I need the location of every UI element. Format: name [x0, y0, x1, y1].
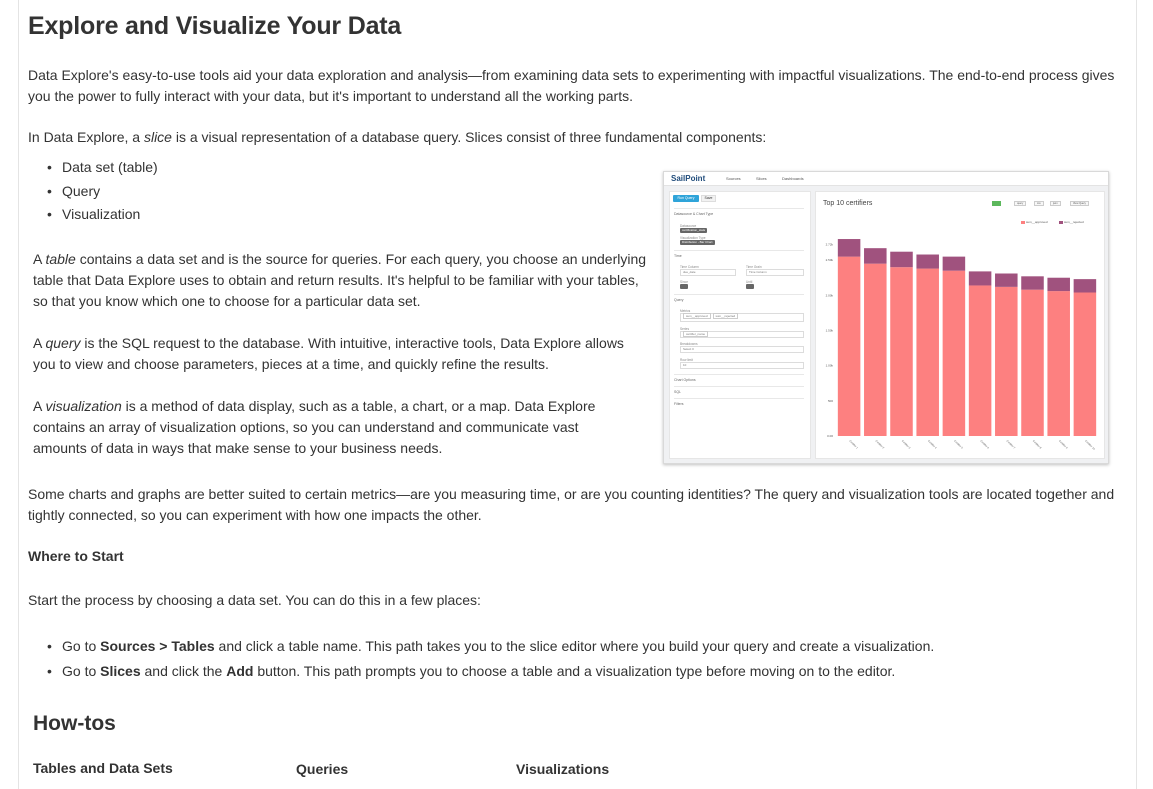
series-label: Series — [680, 327, 690, 331]
toolbar-view-query-button: View Query — [1070, 201, 1089, 206]
text-fragment: is a method of data display, such as a table, a chart, or a map. Data Explore contains an array of visualization options, so you can understand and communicate vast amounts of data in ways that make sense to your business needs. — [33, 398, 596, 456]
chart-panel — [815, 191, 1105, 459]
metric-tag: sum__approved — [683, 313, 711, 319]
section-chart-options: Chart Options — [674, 378, 696, 382]
text-fragment: In Data Explore, a — [28, 129, 144, 145]
x-tick-label: Certifier 7 — [1005, 439, 1016, 450]
list-item: • Visualization — [28, 203, 158, 227]
bar-rejected — [864, 248, 887, 263]
x-tick-label: Certifier 2 — [874, 439, 885, 450]
datasource-label: Datasource — [680, 224, 697, 228]
visualization-paragraph — [33, 396, 633, 459]
bar-approved — [969, 285, 992, 436]
since-chip — [680, 284, 688, 289]
list-item: • Data set (table) — [28, 156, 158, 180]
text-fragment: A — [33, 251, 46, 267]
bar-approved — [890, 267, 913, 436]
term-visualization: visualization — [45, 398, 122, 414]
x-tick-label: Certifier 1 — [848, 439, 859, 450]
slices-path: Slices — [100, 663, 141, 679]
column-heading-visualizations[interactable]: Visualizations — [516, 761, 610, 777]
divider — [674, 250, 804, 251]
series-field — [680, 331, 804, 338]
series-tag: certifier_name — [683, 331, 708, 337]
nav-slices: Slices — [756, 176, 767, 181]
time-column-field: due_date — [680, 269, 736, 276]
x-tick-label: Certifier 10 — [1084, 439, 1096, 451]
nav-sources: Sources — [726, 176, 741, 181]
components-list — [28, 156, 158, 227]
text-fragment: button. This path prompts you to choose a table and a visualization type before moving on to the editor. — [253, 663, 896, 679]
time-grain-label: Time Grain — [746, 265, 762, 269]
start-options-list — [28, 634, 934, 684]
frame-border-left — [18, 0, 19, 789]
text-fragment: Go to — [62, 638, 101, 654]
y-tick-label: 0.00 — [827, 434, 833, 438]
list-item — [28, 634, 934, 659]
bar-rejected — [1074, 279, 1097, 292]
metrics-field — [680, 313, 804, 322]
text-fragment: Go to — [62, 663, 101, 679]
data-explore-screenshot — [663, 171, 1109, 464]
list-item — [28, 659, 934, 684]
bar-approved — [995, 287, 1018, 436]
query-paragraph — [33, 333, 643, 375]
text-fragment: is a visual representation of a database query. Slices consist of three fundamental components: — [171, 129, 767, 145]
text-fragment: is the SQL request to the database. With intuitive, interactive tools, Data Explore allows you to view and choose parameters, pieces at a time, and quickly refine the results. — [33, 335, 624, 372]
save-button: Save — [701, 195, 716, 202]
bar-rejected — [969, 271, 992, 285]
bar-approved — [864, 264, 887, 436]
section-sql: SQL — [674, 390, 682, 394]
sources-tables-path: Sources > Tables — [100, 638, 215, 654]
bar-rejected — [890, 252, 913, 267]
bar-rejected — [916, 255, 939, 269]
until-label: Until — [746, 280, 753, 284]
where-to-start-heading: Where to Start — [28, 548, 124, 564]
text-fragment: contains a data set and is the source for queries. For each query, you choose an underlying table that Data Explore uses to obtain and return results. It's helpful to be familiar with your tables, so that you know which one to choose for a particular data set. — [33, 251, 647, 309]
intro-paragraph: Data Explore's easy-to-use tools aid your data exploration and analysis—from examining data sets to experimenting with impactful visualizations. The end-to-end process gives you the power to fully interact with your data, but it's important to understand all the working parts. — [28, 67, 1115, 104]
bar-approved — [838, 257, 861, 436]
bar-chart — [816, 192, 1106, 460]
metrics-label: Metrics — [680, 309, 691, 313]
bar-rejected — [1047, 278, 1070, 291]
term-slice: slice — [143, 129, 172, 145]
list-item: • Query — [28, 180, 158, 204]
y-tick-label: 1.00k — [825, 363, 833, 368]
page-title: Explore and Visualize Your Data — [28, 12, 402, 40]
x-tick-label: Certifier 3 — [900, 439, 911, 450]
table-paragraph — [33, 249, 653, 312]
frame-border-right — [1136, 0, 1137, 789]
divider — [674, 294, 804, 295]
legend-label: sum__rejected — [1064, 220, 1084, 224]
toolbar-query-button: query — [1014, 201, 1026, 206]
text-fragment: and click a table name. This path takes you to the slice editor where you build your query and create a visualization. — [214, 638, 935, 654]
app-navbar — [664, 172, 1109, 186]
howtos-heading: How-tos — [33, 712, 116, 735]
legend-label: sum__approved — [1026, 220, 1048, 224]
divider — [674, 374, 804, 375]
slice-intro-paragraph — [28, 127, 1118, 148]
bar-rejected — [943, 257, 966, 271]
start-paragraph: Start the process by choosing a data set. You can do this in a few places: — [28, 592, 481, 608]
column-heading-tables[interactable]: Tables and Data Sets — [33, 760, 173, 776]
x-tick-label: Certifier 4 — [926, 439, 938, 450]
y-tick-label: 2.50k — [825, 258, 833, 263]
x-tick-label: Certifier 9 — [1057, 439, 1069, 450]
section-time: Time — [674, 254, 682, 258]
term-table: table — [45, 251, 76, 267]
x-tick-label: Certifier 5 — [953, 439, 964, 450]
bar-approved — [1047, 291, 1070, 436]
section-query: Query — [674, 298, 684, 302]
row-limit-label: Row limit — [680, 358, 693, 362]
toolbar-csv-button: csv — [1034, 201, 1044, 206]
metric-tag: sum__rejected — [713, 313, 739, 319]
time-column-label: Time Column — [680, 265, 699, 269]
bar-approved — [943, 271, 966, 436]
y-tick-label: 1.50k — [825, 328, 833, 333]
vis-type-chip: Distribution - Bar Chart — [682, 240, 713, 244]
x-tick-label: Certifier 6 — [979, 439, 990, 450]
y-tick-label: 500 — [827, 398, 833, 403]
breakdowns-label: Breakdowns — [680, 342, 698, 346]
sailpoint-logo: SailPoint — [671, 174, 706, 183]
y-tick-label: 2.00k — [825, 293, 833, 298]
y-tick-label: 2.72k — [825, 242, 833, 247]
bar-rejected — [995, 274, 1018, 287]
column-heading-queries[interactable]: Queries — [296, 761, 349, 777]
divider — [674, 398, 804, 399]
text-fragment: A — [33, 398, 46, 414]
text-fragment: and click the — [140, 663, 227, 679]
bar-approved — [916, 269, 939, 436]
time-grain-field: Time Column — [746, 269, 804, 276]
since-label: Since — [680, 280, 688, 284]
text-fragment: A — [33, 335, 46, 351]
charts-paragraph: Some charts and graphs are better suited to certain metrics—are you measuring time, or are you counting identities? The query and visualization tools are located together and tightly connected, so you can experiment with how one impacts the other. — [28, 486, 1115, 523]
term-query: query — [45, 335, 81, 351]
bar-approved — [1074, 292, 1097, 436]
divider — [674, 386, 804, 387]
datasource-chip: certification_stats — [682, 228, 706, 232]
breakdowns-field: Select 0 — [680, 346, 804, 353]
add-button-ref: Add — [226, 663, 254, 679]
bar-approved — [1021, 290, 1044, 436]
section-filters: Filters — [674, 402, 684, 406]
x-tick-label: Certifier 8 — [1031, 439, 1042, 450]
chart-title: Top 10 certifiers — [823, 200, 873, 207]
row-limit-field: 10 — [680, 362, 804, 369]
section-datasource: Datasource & Chart Type — [674, 212, 714, 216]
nav-dashboards: Dashboards — [782, 176, 804, 181]
bar-rejected — [1021, 276, 1044, 289]
query-panel — [669, 191, 811, 459]
toolbar-json-button: json — [1050, 201, 1061, 206]
until-chip — [746, 284, 754, 289]
bar-rejected — [838, 239, 861, 257]
run-query-button: Run Query — [673, 195, 699, 202]
divider — [674, 208, 804, 209]
vis-type-label: Visualization Type — [680, 236, 706, 240]
